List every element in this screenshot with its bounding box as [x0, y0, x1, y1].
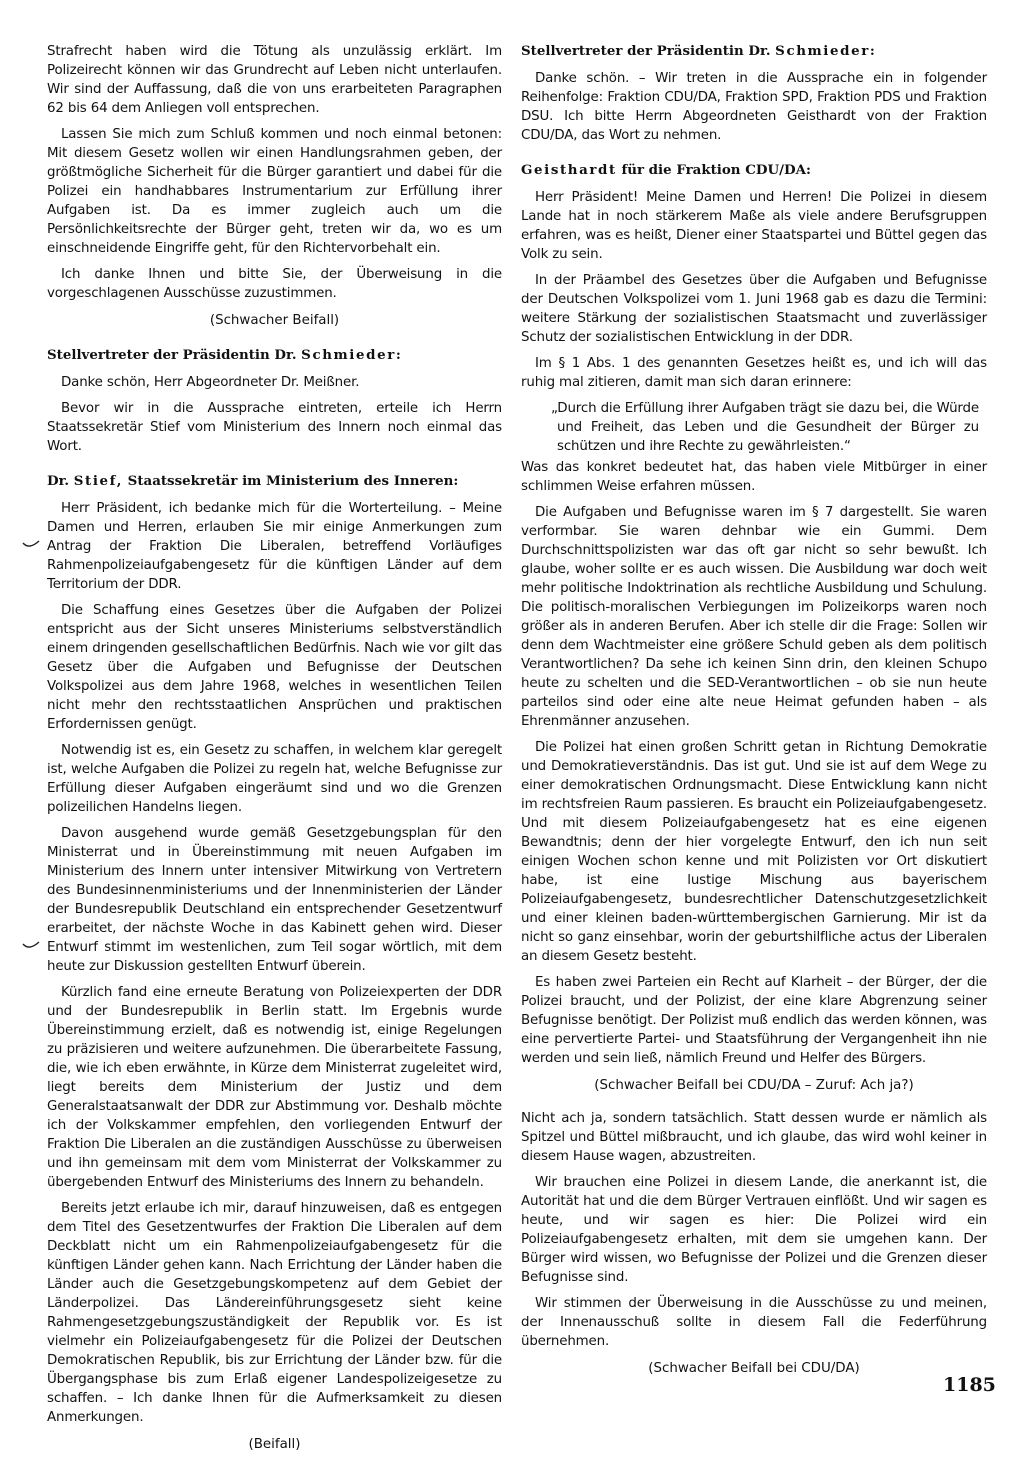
speaker-role: für die Fraktion CDU/DA: [621, 162, 811, 178]
quotation: „Durch die Erfüllung ihrer Aufgaben trägt sie dazu bei, die Würde und Freiheit, das Leben und die Gesundheit der Bürger zu schützen und ihre Rechte zu gewährleisten.“ [551, 401, 979, 454]
paragraph: Bevor wir in die Aussprache eintreten, erteile ich Herrn Staatssekretär Stief vom Ministerium des Innern noch einmal das Wort. [47, 401, 502, 454]
margin-mark-icon [22, 540, 40, 550]
paragraph: Danke schön, Herr Abgeordneter Dr. Meißner. [61, 375, 360, 390]
paragraph: Herr Präsident, ich bedanke mich für die Worterteilung. – Meine Damen und Herren, erlauben Sie mir einige Anmerkungen zum Antrag der Fraktion Die Liberalen, betreffend Vorläufiges Rahmenpolizeiaufgabengesetz für die künftigen Länder auf dem Territorium der DDR. [47, 501, 502, 592]
speaker-name: Stief, [73, 473, 123, 489]
paragraph: Danke schön. – Wir treten in die Aussprache ein in folgender Reihenfolge: Fraktion CDU/DA, Fraktion SPD, Fraktion PDS und Fraktion DSU. Ich bitte Herrn Abgeordneten Geisthardt von der Fraktion CDU/DA, das Wort zu nehmen. [521, 71, 987, 143]
left-column [47, 42, 502, 1468]
speaker-role: Stellvertreter der Präsidentin Dr. [521, 43, 771, 59]
paragraph: Wir stimmen der Überweisung in die Ausschüsse zu und meinen, der Innenausschuß sollte in diesem Fall die Federführung übernehmen. [521, 1296, 987, 1349]
speaker-name: Schmieder: [775, 43, 877, 59]
speaker-heading [47, 472, 502, 491]
page-number: 1185 [943, 1374, 996, 1396]
speaker-heading [521, 161, 987, 180]
paragraph: Bereits jetzt erlaube ich mir, darauf hinzuweisen, daß es entgegen dem Titel des Gesetzentwurfes der Fraktion Die Liberalen auf dem Deckblatt nicht um ein Rahmenpolizeiaufgabengesetz für die künftigen Länder gehen kann. Nach Errichtung der Länder haben die Länder auch die Gesetzgebungskompetenz auf dem Gebiet der Länderpolizei. Das Ländereinführungsgesetz sieht keine Rahmengesetzgebungszuständigkeit der Republik vor. Es ist vielmehr ein Polizeiaufgabengesetz für die Polizei der Deutschen Demokratischen Republik, bis zur Errichtung der Länder bzw. für die Übergangsphase bis zum Erlaß eigener Landespolizeigesetze zu schaffen. – Ich danke Ihnen für die Aufmerksamkeit zu diesen Anmerkungen. [47, 1201, 502, 1425]
speaker-name: Geisthardt [521, 162, 617, 178]
paragraph: Ich danke Ihnen und bitte Sie, der Überweisung in die vorgeschlagenen Ausschüsse zuzustimmen. [47, 267, 502, 301]
right-column [521, 42, 987, 1392]
paragraph: Kürzlich fand eine erneute Beratung von Polizeiexperten der DDR und der Bundesrepublik in Berlin statt. Im Ergebnis wurde Übereinstimmung erzielt, daß es notwendig ist, einige Regelungen zu präzisieren und weitere aufzunehmen. Die überarbeitete Fassung, die, wie ich eben erwähnte, in Kürze dem Ministerrat zugeleitet wird, liegt bereits dem Ministerium der Justiz und dem Generalstaatsanwalt der DDR zur Abstimmung vor. Deshalb möchte ich der Volkskammer empfehlen, den vorliegenden Entwurf der Fraktion Die Liberalen an die zuständigen Ausschüsse zu überweisen und ihn gemeinsam mit dem vom Ministerrat der Volkskammer zu übergebenden Entwurf des Ministeriums des Innern zu behandeln. [47, 985, 502, 1190]
speaker-name: Schmieder: [301, 347, 403, 363]
speaker-role: Staatssekretär im Ministerium des Inneren: [127, 473, 459, 489]
paragraph: Die Aufgaben und Befugnisse waren im § 7 dargestellt. Sie waren verformbar. Sie waren dehnbar wie ein Gummi. Dem Durchschnittspolizisten war das oft gar nicht so sehr bewußt. Ich glaube, woher sollte er es auch wissen. Die Ausbildung war doch weit mehr politische Indoktrination als rechtliche Ausbildung und Schulung. Die politisch-moralischen Verbiegungen im Polizeikorps waren noch größer als in anderen Berufen. Aber ich stelle dir die Frage: Sollen wir denn dem Wachtmeister eine größere Schuld geben als dem politisch Verantwortlichen? Da sehe ich keinen Sinn drin, den kleinen Schupo heute zu schelten und die SED-Verantwortlichen – ob sie nun heute parteilos sind oder eine alte neue Heimat gefunden haben – als Ehrenmänner anzusehen. [521, 505, 987, 729]
paragraph: Was das konkret bedeutet hat, das haben viele Mitbürger in einer schlimmen Weise erfahren müssen. [521, 460, 987, 494]
applause-note: (Beifall) [248, 1437, 301, 1452]
speaker-heading [521, 42, 987, 61]
applause-note: (Schwacher Beifall) [209, 313, 340, 328]
margin-mark-icon [22, 941, 40, 951]
paragraph: Notwendig ist es, ein Gesetz zu schaffen, in welchem klar geregelt ist, welche Aufgaben die Polizei zu regeln hat, welche Befugnisse zur Erfüllung dieser Aufgaben eingeräumt sind und wo die Grenzen polizeilichen Handelns liegen. [47, 743, 502, 815]
paragraph: Herr Präsident! Meine Damen und Herren! Die Polizei in diesem Lande hat in noch stärkerem Maße als viele andere Berufsgruppen erfahren, was es heißt, Diener einer Staatspartei und Büttel gegen das Volk zu sein. [521, 190, 987, 262]
paragraph: Strafrecht haben wird die Tötung als unzulässig erklärt. Im Polizeirecht können wir das Grundrecht auf Leben nicht unterlaufen. Wir sind der Auffassung, daß die von uns erarbeiteten Paragraphen 62 bis 64 dem Anliegen voll entsprechen. [47, 44, 502, 116]
paragraph: Lassen Sie mich zum Schluß kommen und noch einmal betonen: Mit diesem Gesetz wollen wir einen Handlungsrahmen geben, der größtmögliche Sicherheit für die Bürger garantiert und dabei für die Polizei ein handhabbares Instrumentarium zur Erfüllung ihrer Aufgaben ist. Da es immer zugleich auch um die Persönlichkeitsrechte der Bürger geht, treten wir da, wo es um einschneidende Eingriffe geht, für den Richtervorbehalt ein. [47, 127, 502, 256]
paragraph: Nicht ach ja, sondern tatsächlich. Statt dessen wurde er nämlich als Spitzel und Büttel mißbraucht, und ich glaube, das wird wohl keiner in diesem Hause wagen, abzustreiten. [521, 1111, 987, 1164]
applause-note: (Schwacher Beifall bei CDU/DA) [648, 1361, 860, 1376]
paragraph: Die Schaffung eines Gesetzes über die Aufgaben der Polizei entspricht aus der Sicht unseres Ministeriums selbstverständlich einem dringenden gesellschaftlichen Bedürfnis. Nach wie vor gilt das Gesetz über die Aufgaben und Befugnisse der Deutschen Volkspolizei aus dem Jahre 1968, welches in wesentlichen Teilen nicht mehr den rechtsstaatlichen Ansprüchen und praktischen Erfordernissen genügt. [47, 603, 502, 732]
paragraph: Im § 1 Abs. 1 des genannten Gesetzes heißt es, und ich will das ruhig mal zitieren, damit man sich daran erinnere: [521, 356, 987, 390]
paragraph: Es haben zwei Parteien ein Recht auf Klarheit – der Bürger, der die Polizei braucht, und der Polizist, der eine klare Abgrenzung seiner Befugnisse benötigt. Der Polizist muß endlich das werden können, was eine pervertierte Partei- und Staatsführung der Vergangenheit ihn nie werden und sein ließ, nämlich Freund und Helfer des Bürgers. [521, 975, 987, 1066]
speaker-role: Stellvertreter der Präsidentin Dr. [47, 347, 297, 363]
speaker-heading [47, 346, 502, 365]
paragraph: Davon ausgehend wurde gemäß Gesetzgebungsplan für den Ministerrat und in Übereinstimmung mit neuen Aufgaben im Ministerium des Innern unter intensiver Mitwirkung von Vertretern des Bundesinnenministeriums und der Innenministerien der Länder der Bundesrepublik Deutschland ein entsprechender Gesetzentwurf erarbeitet, der nächste Woche in das Kabinett gehen wird. Dieser Entwurf stimmt im westenlichen, zum Teil sogar wörtlich, mit dem heute zur Diskussion gestellten Entwurf überein. [47, 826, 502, 974]
speaker-title: Dr. [47, 473, 70, 489]
paragraph: Wir brauchen eine Polizei in diesem Lande, die anerkannt ist, die Autorität hat und die dem Bürger Vertrauen einflößt. Und wir sagen es heute, und wir sagen es hier: Die Polizei wird ein Polizeiaufgabengesetz erhalten, mit dem sie umgehen kann. Der Bürger wird wissen, wo Befugnisse der Polizei und die Grenzen dieser Befugnisse sind. [521, 1175, 987, 1285]
paragraph: In der Präambel des Gesetzes über die Aufgaben und Befugnisse der Deutschen Volkspolizei vom 1. Juni 1968 gab es dazu die Termini: weitere Stärkung der sozialistischen Staatsmacht und zuverlässiger Schutz der sozialistischen Entwicklung in der DDR. [521, 273, 987, 345]
paragraph: Die Polizei hat einen großen Schritt getan in Richtung Demokratie und Demokratieverständnis. Das ist gut. Und sie ist auf dem Wege zu einer demokratischen Ordnungsmacht. Diese Entwicklung kann nicht im rechtsfreien Raum passieren. Es braucht ein Polizeiaufgabengesetz. Und mit diesem Polizeiaufgabengesetz hat es eine eigenen Bewandtnis; denn der hier vorgelegte Entwurf, den ich nun seit einigen Wochen schon kenne und mit Polizisten vor Ort diskutiert habe, ist eine lustige Mischung aus bayerischem Polizeiaufgabengesetz, bundesrechtlicher Datenschutzgesetzlichkeit und einer kleinen baden-württembergischen Garnierung. Mir ist da nicht so ganz einsehbar, worin der geburtshilfliche actus der Liberalen an diesem Gesetz besteht. [521, 740, 987, 964]
applause-note: (Schwacher Beifall bei CDU/DA – Zuruf: Ach ja?) [594, 1078, 914, 1093]
